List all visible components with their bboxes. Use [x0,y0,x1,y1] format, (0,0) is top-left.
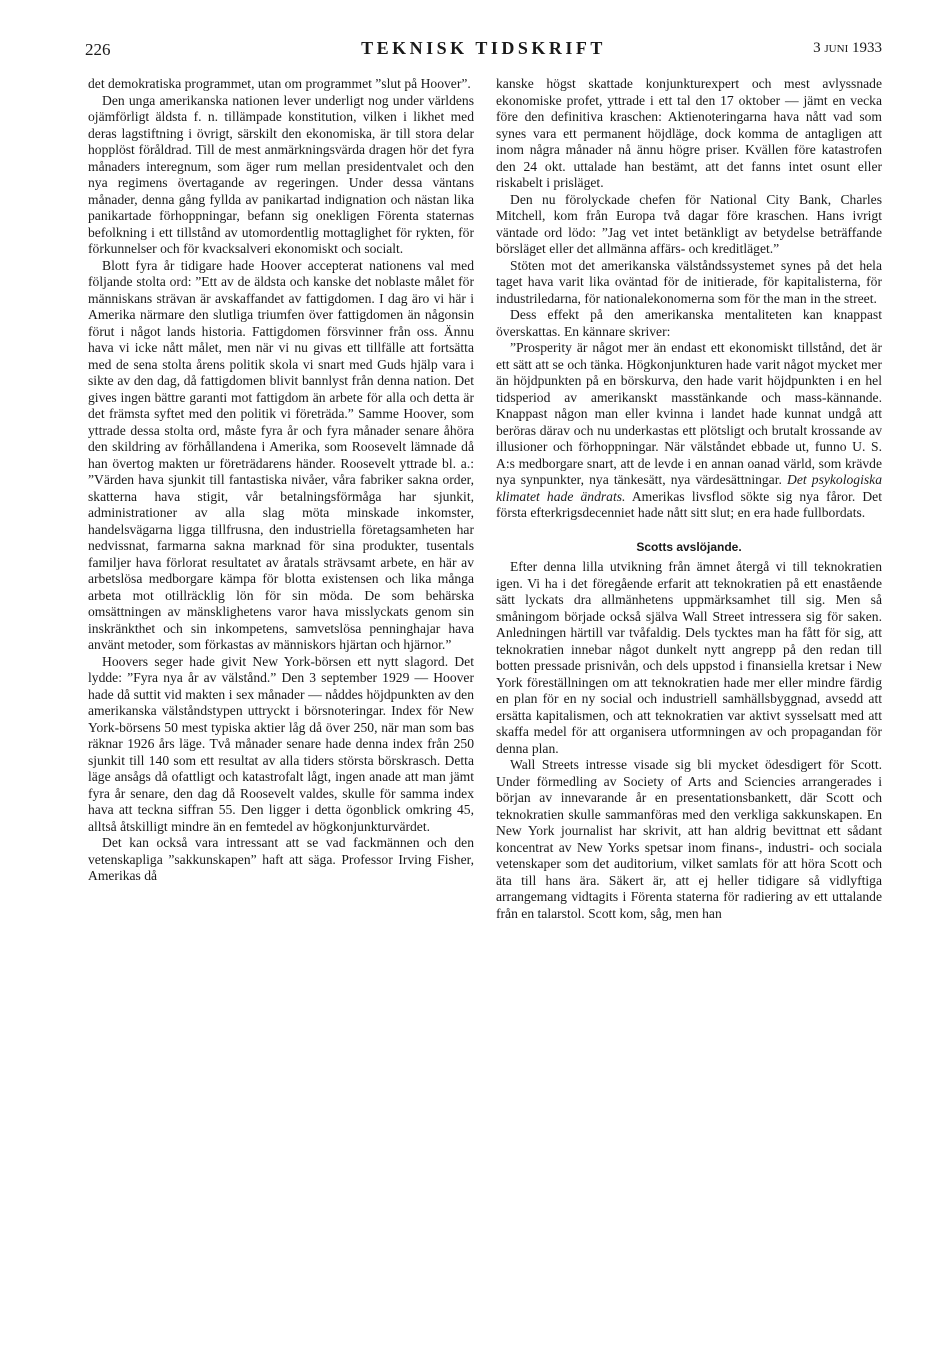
quote-emphasis: Det psykologiska klimatet hade ändrats. [496,472,882,504]
paragraph: Blott fyra år tidigare hade Hoover accepterat nationens val med följande stolta ord: ”Ett av de äldsta och kanske det noblaste målet för människans strävan är avskaffandet av fattigdomen. I dag äro vi här i Amerika närmare den slutliga triumfen över fattigdomen än någonsin förut i något lands historia. Fattigdomen försvinner från oss. Ännu hava vi icke nått målet, men när vi nu givas ett tillfälle att fortsätta med de sena stolta årens politik skola vi snart med Guds hjälp vara i sikte av den dag, då fattigdomen blivit bannlyst från denna nation. Det gives ingen bättre garanti mot fattigdom än arbete för alla och detta är det främsta syftet med den politik vi företräda.” Samme Hoover, som yttrade dessa stolta ord, måste fyra år och fyra månader senare åhöra den skildring av förhållandena i Amerika, som Roosevelt lämnade då han övertog makten ur företrädarens händer. Roosevelt yttrade bl. a.: ”Värden hava sjunkit till fantastiska nivåer, våra fabriker sakna order, skatterna hava stigit, vår betalningsförmåga har sjunkit, administrationer av alla slag möta minskade inkomster, handelsvägarna ligga tillfrusna, den industriella företagsamheten har nedvissnat, farmarna sakna marknad för sina produkter, tusentals familjer hava förlorat resultatet av åratals strävsamt arbete, en här av arbetslösa medborgare kämpa för blotta existensen och lika många arbeta mot otillräcklig lön för sin möda. De som behärska omsättningen av mänsklighetens varor hava misslyckats genom sin inskränkthet och sin inkompetens, samvetslösa penninghajar hava använt metoder, som förkastas av människors hjärtan och hjärnor.” [88,257,474,652]
paragraph: Dess effekt på den amerikanska mentaliteten kan knappast överskattas. En kännare skriver: [496,307,882,339]
page-header [85,38,882,62]
paragraph: Det kan också vara intressant att se vad fackmännen och den vetenskapliga ”sakkunskapen” haft att säga. Professor Irving Fisher, Amerikas då [88,835,474,883]
issue-date-year: 1933 [852,40,882,56]
issue-date-month: juni [824,40,849,56]
paragraph: Efter denna lilla utvikning från ämnet återgå vi till teknokratien igen. Vi ha i det föregående erfarit att teknokratien på ett enastående sätt lyckats dra allmänhetens uppmärksamhet till sig. Men så småningom började också själva Wall Street intressera sig för saken. Anledningen härtill var tvåfaldig. Dels tycktes man ha fått för sig, att teknokratien innebar något dunkelt nytt angrepp på den redan till botten pressade prisnivån, och dels uppstod i finansiella kretsar i New York föreställningen om att teknokratien hade mer eller mindre färdig en plan för en ny social och industriell samhällsbyggnad, avsedd att ersätta kapitalismen, och att teknokratien var aktivt sysselsatt med att skaffa medel för att organisera utformningen av och propagandan för denna plan. [496,559,882,756]
journal-title: TEKNISK TIDSKRIFT [361,38,606,58]
paragraph: Wall Streets intresse visade sig bli mycket ödesdigert för Scott. Under förmedling av Society of Arts and Sciencies arrangerades i början av innevarande år en presentationsbankett, där Scott och teknokratien skulle sammanföras med den verkliga sakkunskapen. En New York journalist har skrivit, att han aldrig bevittnat ett sådant koncentrat av New Yorks spetsar inom finans-, industri- och sociala vetenskaper som det auditorium, vilket samlats för att höra Scott och äta till hans ära. Säkert är, att ej heller tidigare så vidlyftiga arrangemang vidtagits i Förenta staterna för radiering av ett uttalande från en talarstol. Scott kom, såg, men han [496,757,882,921]
quote-paragraph [496,340,882,522]
section-heading: Scotts avslöjande. [636,539,742,554]
paragraph: Stöten mot det amerikanska välståndssystemet synes på det hela taget hava varit lika oväntad för de initierade, för kapitalisterna, för industriledarna, för nationalekonomerna som för the man in the street. [496,257,882,306]
paragraph: Hoovers seger hade givit New York-börsen ett nytt slagord. Det lydde: ”Fyra nya år av välstånd.” Den 3 september 1929 — Hoover hade då suttit vid makten i sex månader — nåddes höjdpunkten av den amerikanska välståndstypen uttryckt i börsnoteringar. Index för New York-börsens 50 mest typiska aktier låg då över 250, när man som bas räknar 1926 års läge. Två månader senare hade denna index från 250 sjunkit till 140 som ett resultat av alla tiders största börskrasch. Detta läge ansågs då ofattligt och katastrofalt lågt, ingen anade att man jämt fyra år senare, den dag då Roosevelt valdes, skulle för samma index hava att teckna siffran 55. Den ligger i detta ögonblick omkring 45, alltså åtskilligt mindre än en femtedel av högkonjunkturvärdet. [88,653,474,834]
quote-text: ”Prosperity är något mer än endast ett ekonomiskt tillstånd, det är ett sätt att se och tänka. Högkonjunkturen hade varit något mycket mer än höjdpunkten på en börskurva, den hade varit höjdpunkten i en hel tidsperiod av amerikanskt masstänkande och mass-kännande. Knappast någon man eller kvinna i landet hade kunnat undgå att beröras därav och nu underkastas ett plötsligt och brutalt krossande av illusioner och förhoppningar. När välståndet ebbade ut, funno U. S. A:s medborgare snart, att de levde i en annan oanad värld, som krävde nya synpunkter, nya tänkesätt, nya värdesättningar. [496,340,882,487]
paragraph: Den nu förolyckade chefen för National City Bank, Charles Mitchell, kom från Europa två dagar före kraschen. Hans ivrigt väntade ord lödo: ”Jag vet intet betänkligt av betydelse beträffande börsläget eller det allmänna affärs- och kreditläget.” [496,191,882,256]
paragraph: det demokratiska programmet, utan om programmet ”slut på Hoover”. [88,76,471,91]
issue-date-day: 3 [813,40,821,56]
quote-text-end: Amerikas livsflod sökte sig nya fåror. Det första efterkrigsdecenniet hade nått sitt slut; en era hade fullbordats. [496,488,882,520]
issue-date [813,40,882,57]
paragraph: kanske högst skattade konjunkturexpert och mest avlyssnade ekonomiske profet, yttrade i ett tal den 17 oktober — jämt en vecka före den definitiva kraschen: Aktienoteringarna hava nått vad som synes vara ett permanent höjdläge, dock komma de antagligen att inom några månader nå ännu högre priser. Kvällen före katastrofen den 24 okt. uttalade han bestämt, att det fanns intet osunt eller riskabelt i prisläget. [496,76,882,190]
page-number: 226 [85,40,111,59]
right-column [496,76,882,922]
left-column [88,76,474,885]
paragraph: Den unga amerikanska nationen lever underligt nog under världens ojämförligt äldsta f. n. tillämpade konstitution, vilken i likhet med deras lagstiftning i övrigt, särskilt den ekonomiska, är till stora delar hopplöst föråldrad. Till de mest anmärkningsvärda dragen hör det fyra månaders interegnum, som äger rum mellan presidentvalet och den nya regimens övertagande av regeringen. Under dessa väntans månader, denna gång fyllda av panikartad indignation och nästan lika panikartade förhoppningar, befann sig onekligen Förenta staternas befolkning i ett tillstånd av utomordentlig mottaglighet för rykten, för förkunnelser och för kvacksalveri ekonomiskt och socialt. [88,92,474,256]
